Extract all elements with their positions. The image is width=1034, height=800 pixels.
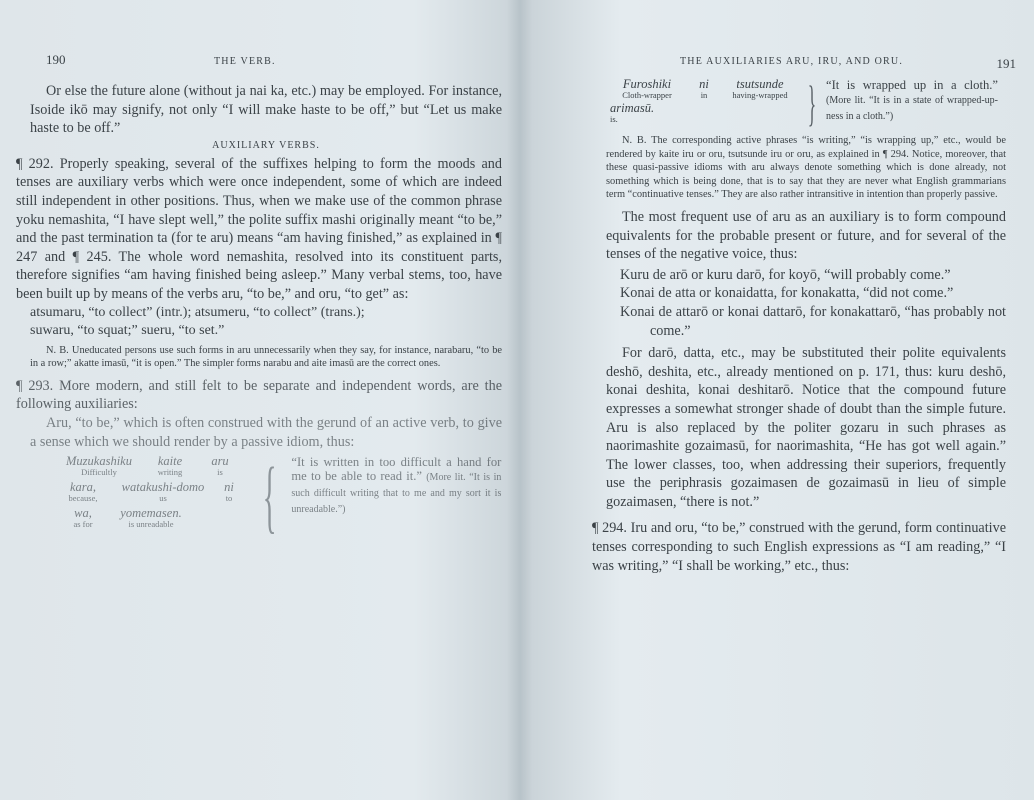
right-page [522,0,1034,800]
section-heading: AUXILIARY VERBS. [212,139,320,151]
example-gloss: Cloth-wrapper [622,90,672,100]
paragraph-293: ¶ 293. More modern, and still felt to be separate and independent words, are the following auxiliaries: [16,377,502,413]
example-gloss: is. [610,114,618,124]
paragraph-294: ¶ 294. Iru and oru, “to be,” construed with the gerund, form continuative tenses corresponding to such English expressions as “I am reading,” “I was writing,” “I shall be working,” etc., thus: [592,520,1006,574]
paragraph-daro: For darō, datta, etc., may be substituted their polite equivalents deshō, deshita, etc., already mentioned on p. 171, thus: kuru deshō, konai deshita, konai deshitarō. Notice that the compound future expresses a somewhat stronger shade of doubt than the simple future. Aru is also replaced by the politer gozaru in such phrases as naorimashite gozaimasū, for naorimashita, “He has got well again.” The lower classes, too, when addressing their superiors, frequently use the periphrasis gozaimasen de gozaimasū in lieu of simple gozaimasen, “there is not.” [606,345,1006,510]
running-title: THE AUXILIARIES ARU, IRU, AND ORU. [680,56,904,67]
page-number: 191 [996,56,1016,71]
paragraph-292: ¶ 292. Properly speaking, several of the suffixes helping to form the moods and tenses are auxiliary verbs which were once independent, some of which are indeed still independent in other positions. Thus, when we make use of the common phrase yoku nemashita, “I have slept well,” the polite suffix mashi originally meant “to be,” and the past termination ta (for te aru) means “am having finished,” as explained in ¶ 247 and ¶ 245. The whole word nemashita, resolved into its constituent parts, therefore signifies “am having finished being asleep.” Many verbal stems, too, have been built up by means of the verbs aru, “to be,” and oru, “to get” as: [16,155,502,302]
example-kuru: Kuru de arō or kuru darō, for koyō, “will probably come.” [620,266,951,283]
example-word: Muzukashiku [66,454,132,469]
example-gloss: is unreadable [128,519,174,530]
example-literal: (More lit. “It is in such difficult writing that to me and my sort it is unreadable.”) [291,472,502,516]
paragraph-frequent: The most frequent use of aru as an auxiliary is to form compound equivalents for the probable present or future, and for several of the tenses of the negative voice, thus: [606,208,1006,263]
example-gloss: to [225,493,233,504]
example-translation: “It is written in too difficult a hand for me to be able to read it.” [291,455,502,484]
example-word: kaite [157,454,183,469]
curly-brace-icon: } [807,75,817,131]
example-translation: “It is wrapped up in a cloth.” [826,78,998,92]
example-konai: Konai de atta or konaidatta, for konakatta, “did not come.” [620,285,954,302]
example-word: ni [224,480,234,495]
page-number: 190 [46,52,66,67]
interlinear-example [58,450,502,542]
nb-note: N. B. The corresponding active phrases “is writing,” “is wrapping up,” etc., would be rendered by kaite iru or oru, tsutsunde iru or oru, as explained in ¶ 294. Notice, moreover, that these quasi-passive idioms with aru always denote something which is done already, not something which is being done, that is to say that they are never what English grammarians term “continuative tenses.” They are also rather intransitive in intention than properly passive. [606,135,1006,201]
example-word: yomemasen. [120,506,182,521]
example-word: kara, [69,480,97,495]
example-word: ni [699,77,709,91]
running-head [606,56,1016,82]
example-word: aru [211,454,229,469]
example-word: tsutsunde [736,77,784,91]
interlinear-example [610,75,1006,131]
wordlist-line: atsumaru, “to collect” (intr.); atsumeru, “to collect” (trans.); [30,304,365,320]
example-gloss: having-wrapped [732,90,788,100]
running-head [30,52,502,82]
example-gloss: Difficultly [81,467,117,478]
paragraph-aru: Aru, “to be,” which is often construed with the gerund of an active verb, to give a sense which we should render by a passive idiom, thus: [30,414,502,450]
example-literal: (More lit. “It is in a state of wrapped-up-ness in a cloth.”) [826,95,998,122]
wordlist-line: suwaru, “to squat;” sueru, “to set.” [30,322,225,338]
example-word: Furoshiki [622,77,672,91]
example-gloss: writing [157,467,183,478]
paragraph-future: Or else the future alone (without ja nai ka, etc.) may be employed. For instance, Isoide ikō may signify, not only “I will make haste to be off,” but “Let us make haste to be off.” [30,83,502,137]
example-word: arimasū. [610,101,655,115]
example-word: wa, [74,506,92,521]
nb-note: N. B. Uneducated persons use such forms in aru unnecessarily when they say, for instance, narabaru, “to be in a row;” akatte imasū, “it is open.” The simpler forms narabu and aite imasū are the correct ones. [30,344,502,370]
example-konai-2: Konai de attarō or konai dattarō, for konakattarō, “has probably not come.” [620,303,1006,339]
example-gloss: us [159,493,167,504]
running-title: THE VERB. [214,56,276,67]
curly-brace-icon: { [262,450,277,542]
example-gloss: because, [68,493,98,504]
example-gloss: as for [73,519,93,530]
example-word: watakushi-domo [121,480,205,495]
example-gloss: is [217,467,223,478]
example-gloss: in [700,90,708,100]
